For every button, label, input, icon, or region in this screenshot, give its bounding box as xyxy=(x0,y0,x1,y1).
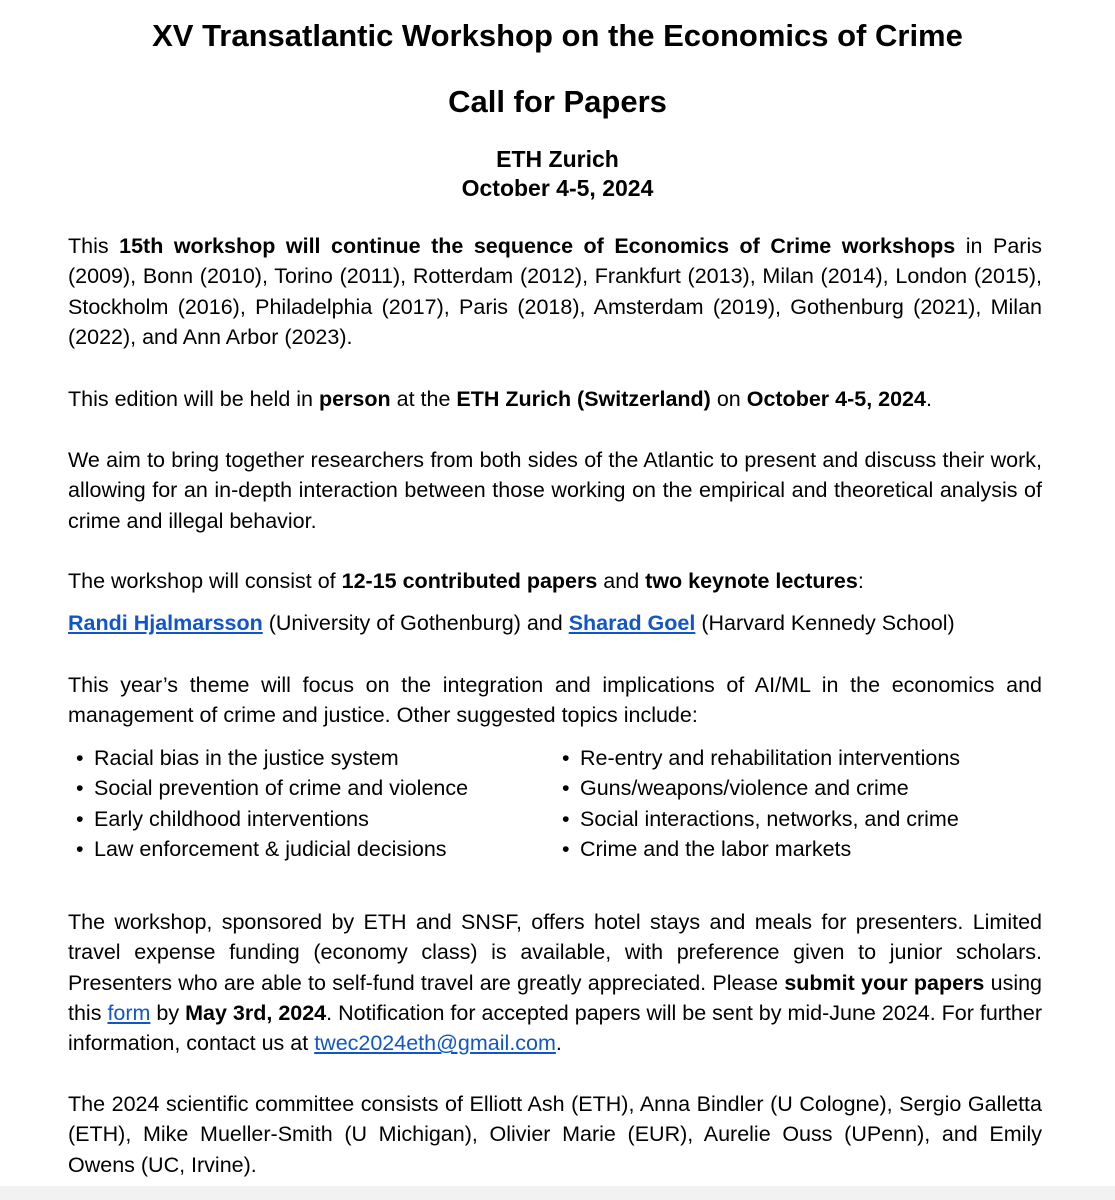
committee-paragraph: The 2024 scientific committee consists of Elliott Ash (ETH), Anna Bindler (U Cologne), Sergio Galletta (ETH), Mike Mueller-Smith (U Michigan), Olivier Marie (EUR), Aurelie Ouss (UPenn), and Emily Owens (UC, Irvine). xyxy=(68,1092,1042,1177)
bullet-icon: • xyxy=(76,806,84,831)
list-item: • Racial bias in the justice system xyxy=(76,743,562,773)
bullet-icon: • xyxy=(76,836,84,861)
event-dates: October 4-5, 2024 xyxy=(461,175,654,201)
list-item: • Guns/weapons/violence and crime xyxy=(562,773,1042,803)
event-location: ETH Zurich xyxy=(496,146,619,172)
bullet-icon: • xyxy=(562,776,570,801)
intro-highlight: 15th workshop will continue the sequence of Economics of Crime workshops xyxy=(119,234,956,258)
theme-paragraph: This year’s theme will focus on the integration and implications of AI/ML in the economics and management of crime and justice. Other suggested topics include: xyxy=(68,673,1042,728)
keynote-speaker-1-link[interactable]: Randi Hjalmarsson xyxy=(68,611,263,635)
submission-form-link[interactable]: form xyxy=(107,1000,151,1025)
list-item: • Social interactions, networks, and crime xyxy=(562,804,1042,834)
edition-paragraph: This edition will be held in person at the ETH Zurich (Switzerland) on October 4-5, 2024. xyxy=(68,387,932,411)
bullet-icon: • xyxy=(76,776,84,801)
format-paragraph: The workshop will consist of 12-15 contributed papers and two keynote lectures: xyxy=(68,569,864,593)
contact-email-link[interactable]: twec2024eth@gmail.com xyxy=(314,1031,556,1056)
list-item: • Law enforcement & judicial decisions xyxy=(76,834,562,864)
list-item: • Re-entry and rehabilitation interventions xyxy=(562,743,1042,773)
topics-column-right xyxy=(562,743,1042,864)
list-item: • Crime and the labor markets xyxy=(562,834,1042,864)
page-bottom-edge xyxy=(0,1186,1115,1200)
bullet-icon: • xyxy=(562,746,570,770)
intro-paragraph: This 15th workshop will continue the sequence of Economics of Crime workshops in Paris (2009), Bonn (2010), Torino (2011), Rotterdam (2012), Frankfurt (2013), Milan (2014), London (2015), Stockholm (2016), Philadelphia (2017), Paris (2018), Amsterdam (2019), Gothenburg (2021), Milan (2022), and Ann Arbor (2023). xyxy=(68,234,1042,349)
keynotes-line: Randi Hjalmarsson (University of Gothenburg) and Sharad Goel (Harvard Kennedy School) xyxy=(68,611,955,635)
page-subtitle: Call for Papers xyxy=(448,84,667,119)
keynote-speaker-2-link[interactable]: Sharad Goel xyxy=(568,611,696,635)
bullet-icon: • xyxy=(562,806,570,831)
submission-paragraph: The workshop, sponsored by ETH and SNSF, offers hotel stays and meals for presenters. Limited travel expense funding (economy class) is available, with preference given to junior scholars. Presenters who are able to self-fund travel are greatly appreciated. Please submit your papers using this form by May 3rd, 2024. Notification for accepted papers will be sent by mid-June 2024. For further information, contact us at twec2024eth@gmail.com. xyxy=(68,910,1043,1056)
aim-paragraph: We aim to bring together researchers from both sides of the Atlantic to present and discuss their work, allowing for an in-depth interaction between those working on the empirical and theoretical analysis of crime and illegal behavior. xyxy=(68,448,1042,533)
bullet-icon: • xyxy=(76,746,84,770)
bullet-icon: • xyxy=(562,836,570,861)
list-item: • Social prevention of crime and violence xyxy=(76,773,562,803)
topics-column-left xyxy=(76,743,562,864)
list-item: • Early childhood interventions xyxy=(76,804,562,834)
page-title: XV Transatlantic Workshop on the Economics of Crime xyxy=(152,18,963,53)
topics-list xyxy=(76,743,1042,864)
